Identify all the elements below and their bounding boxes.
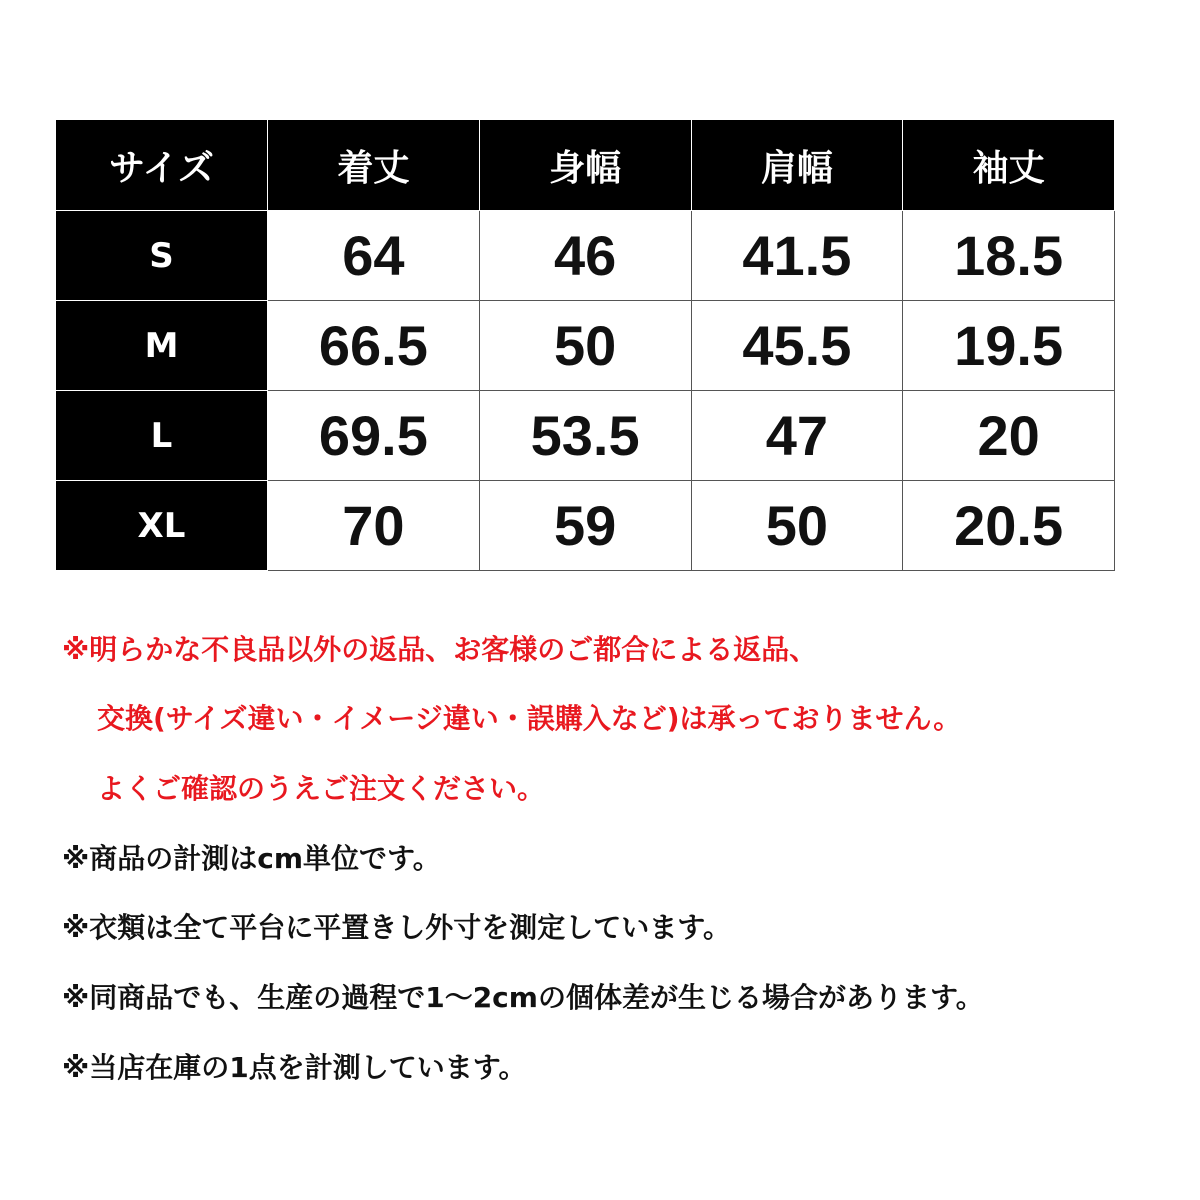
cell-length: 64 [268,211,480,301]
cell-sleeve-length: 20 [903,391,1115,481]
table-row [56,391,1115,481]
header-sleeve-length: 袖丈 [903,120,1115,211]
return-policy-note-line-1: ※明らかな不良品以外の返品、お客様のご都合による返品、 [62,633,818,666]
size-chart-table [55,119,1115,571]
cell-sleeve-length: 19.5 [903,301,1115,391]
cell-shoulder-width: 47 [691,391,903,481]
header-size: サイズ [56,120,268,211]
return-policy-note-line-3: よくご確認のうえご注文ください。 [97,772,546,805]
cell-length: 70 [268,481,480,571]
row-size-label: L [56,391,268,481]
row-size-label: M [56,301,268,391]
measurement-method-note: ※衣類は全て平台に平置きし外寸を測定しています。 [62,911,731,944]
cell-sleeve-length: 18.5 [903,211,1115,301]
cell-length: 66.5 [268,301,480,391]
size-chart-header-row [56,120,1115,211]
cell-shoulder-width: 50 [691,481,903,571]
header-shoulder-width: 肩幅 [691,120,903,211]
cell-chest-width: 53.5 [479,391,691,481]
table-row [56,301,1115,391]
cell-shoulder-width: 45.5 [691,301,903,391]
table-row [56,211,1115,301]
individual-difference-note: ※同商品でも、生産の過程で1～2cmの個体差が生じる場合があります。 [62,981,984,1014]
return-policy-note-line-2: 交換(サイズ違い・イメージ違い・誤購入など)は承っておりません。 [97,702,962,735]
row-size-label: S [56,211,268,301]
cell-chest-width: 50 [479,301,691,391]
measurement-unit-note: ※商品の計測はcm単位です。 [62,842,441,875]
header-chest-width: 身幅 [479,120,691,211]
header-length: 着丈 [268,120,480,211]
row-size-label: XL [56,481,268,571]
cell-chest-width: 46 [479,211,691,301]
table-row [56,481,1115,571]
stock-measurement-note: ※当店在庫の1点を計測しています。 [62,1051,527,1084]
cell-chest-width: 59 [479,481,691,571]
cell-shoulder-width: 41.5 [691,211,903,301]
cell-sleeve-length: 20.5 [903,481,1115,571]
cell-length: 69.5 [268,391,480,481]
